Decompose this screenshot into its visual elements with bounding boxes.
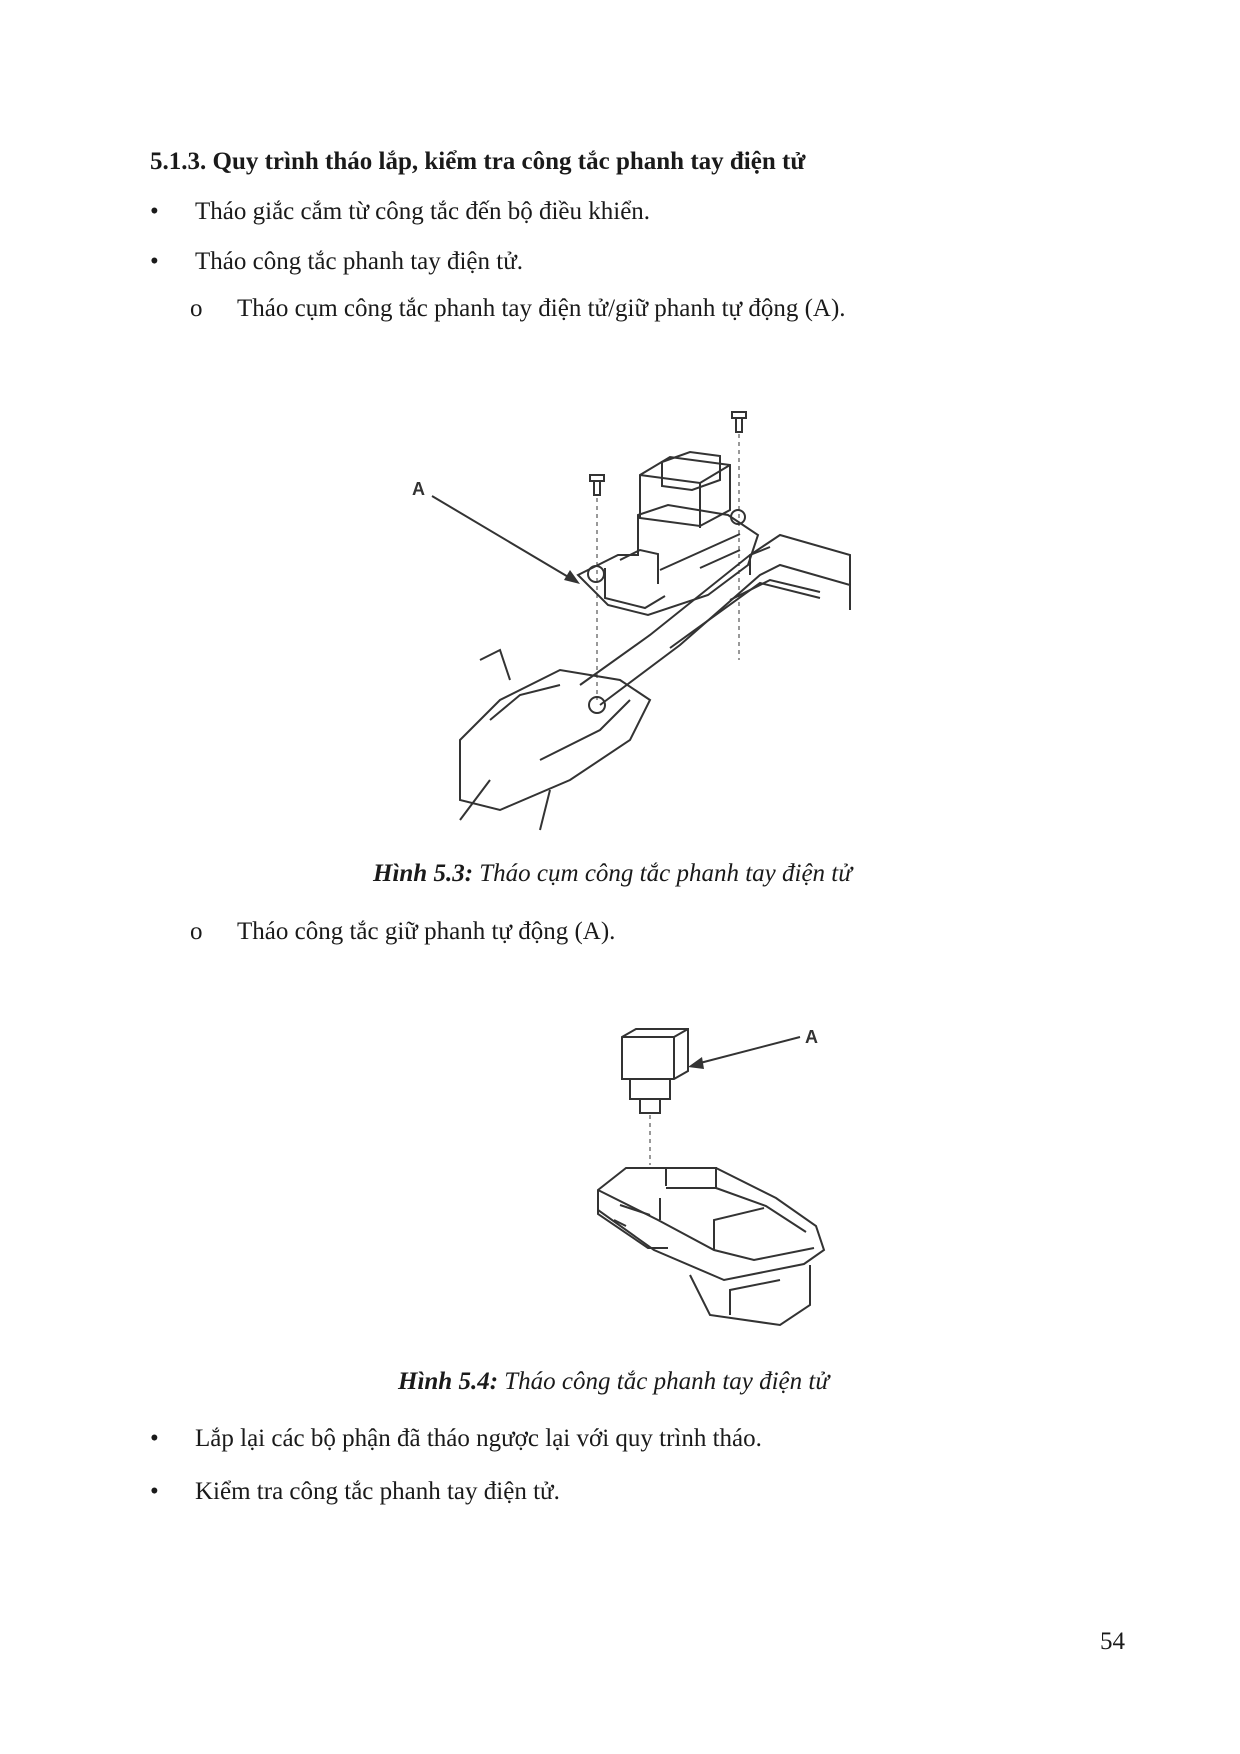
figure-label: A — [412, 479, 425, 499]
list-item-text: Kiểm tra công tắc phanh tay điện tử. — [195, 1478, 560, 1505]
list-item-text: Lắp lại các bộ phận đã tháo ngược lại với quy trình tháo. — [195, 1425, 762, 1452]
sub-list-item-text: Tháo cụm công tắc phanh tay điện tử/giữ phanh tự động (A). — [237, 295, 846, 322]
list-item-text: Tháo giắc cắm từ công tắc đến bộ điều khiển. — [195, 198, 651, 225]
sub-list-item-text: Tháo công tắc giữ phanh tự động (A). — [237, 918, 616, 945]
figure-5-4-caption — [398, 1368, 829, 1396]
list-item-text: Tháo công tắc phanh tay điện tử. — [195, 248, 524, 275]
bullet-icon: • — [150, 1425, 159, 1452]
figure-5-3-illustration — [400, 400, 860, 840]
page-number: 54 — [1100, 1628, 1125, 1655]
caption-label: Hình 5.3: — [373, 860, 474, 887]
bullet-icon: • — [150, 1478, 159, 1505]
caption-label: Hình 5.4: — [398, 1368, 499, 1395]
section-heading: 5.1.3. Quy trình tháo lắp, kiểm tra công tắc phanh tay điện tử — [150, 148, 806, 175]
figure-5-3-caption — [373, 860, 852, 888]
bullet-icon: • — [150, 248, 159, 275]
figure-5-4 — [580, 1015, 850, 1335]
figure-5-4-illustration — [580, 1015, 850, 1335]
caption-text: Tháo cụm công tắc phanh tay điện tử — [473, 860, 852, 887]
bullet-icon: • — [150, 198, 159, 225]
sub-bullet-icon: o — [190, 295, 203, 322]
figure-5-3 — [400, 400, 860, 840]
caption-text: Tháo công tắc phanh tay điện tử — [498, 1368, 829, 1395]
figure-label: A — [805, 1027, 818, 1047]
sub-bullet-icon: o — [190, 918, 203, 945]
